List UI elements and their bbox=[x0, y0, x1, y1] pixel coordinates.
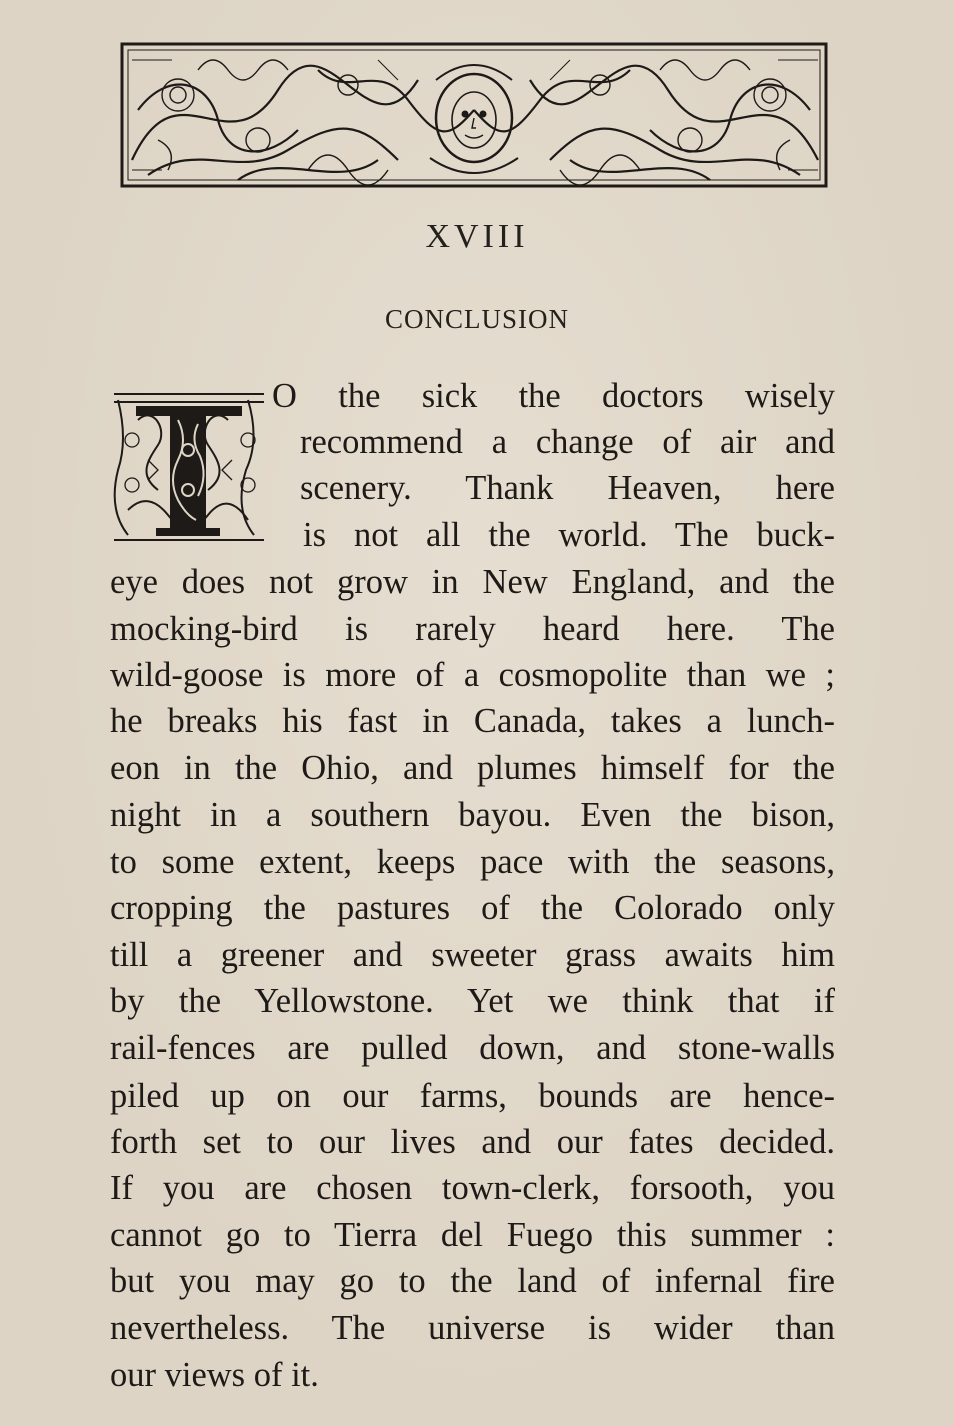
text-line: he breaks his fast in Canada, takes a lunch- bbox=[110, 702, 835, 740]
text-line: till a greener and sweeter grass awaits him bbox=[110, 936, 835, 974]
text-line: O the sick the doctors wisely bbox=[272, 377, 835, 415]
text-line: cannot go to Tierra del Fuego this summer : bbox=[110, 1216, 835, 1254]
chapter-number: XVIII bbox=[425, 218, 529, 255]
text-line: nevertheless. The universe is wider than bbox=[110, 1309, 835, 1347]
ornamental-headpiece-icon bbox=[118, 40, 830, 190]
text-line: to some extent, keeps pace with the seasons, bbox=[110, 843, 835, 881]
text-line: recommend a change of air and bbox=[300, 423, 835, 461]
text-line: but you may go to the land of infernal fire bbox=[110, 1262, 835, 1300]
text-line: cropping the pastures of the Colorado only bbox=[110, 889, 835, 927]
text-line: forth set to our lives and our fates decided. bbox=[110, 1123, 835, 1161]
chapter-title: CONCLUSION bbox=[384, 304, 569, 334]
ornamental-letter-t-icon bbox=[108, 380, 272, 548]
text-line: scenery. Thank Heaven, here bbox=[300, 469, 835, 507]
text-line: our views of it. bbox=[110, 1356, 319, 1394]
text-line: by the Yellowstone. Yet we think that if bbox=[110, 982, 835, 1020]
text-line: If you are chosen town-clerk, forsooth, you bbox=[110, 1169, 835, 1207]
text-line: piled up on our farms, bounds are hence- bbox=[110, 1077, 835, 1115]
text-line: eye does not grow in New England, and the bbox=[110, 563, 835, 601]
text-line: is not all the world. The buck- bbox=[303, 516, 835, 554]
text-line: rail-fences are pulled down, and stone-walls bbox=[110, 1029, 835, 1067]
text-line: mocking-bird is rarely heard here. The bbox=[110, 610, 835, 648]
text-line: wild-goose is more of a cosmopolite than we ; bbox=[110, 656, 835, 694]
text-line: night in a southern bayou. Even the bison, bbox=[110, 796, 835, 834]
text-line: eon in the Ohio, and plumes himself for the bbox=[110, 749, 835, 787]
